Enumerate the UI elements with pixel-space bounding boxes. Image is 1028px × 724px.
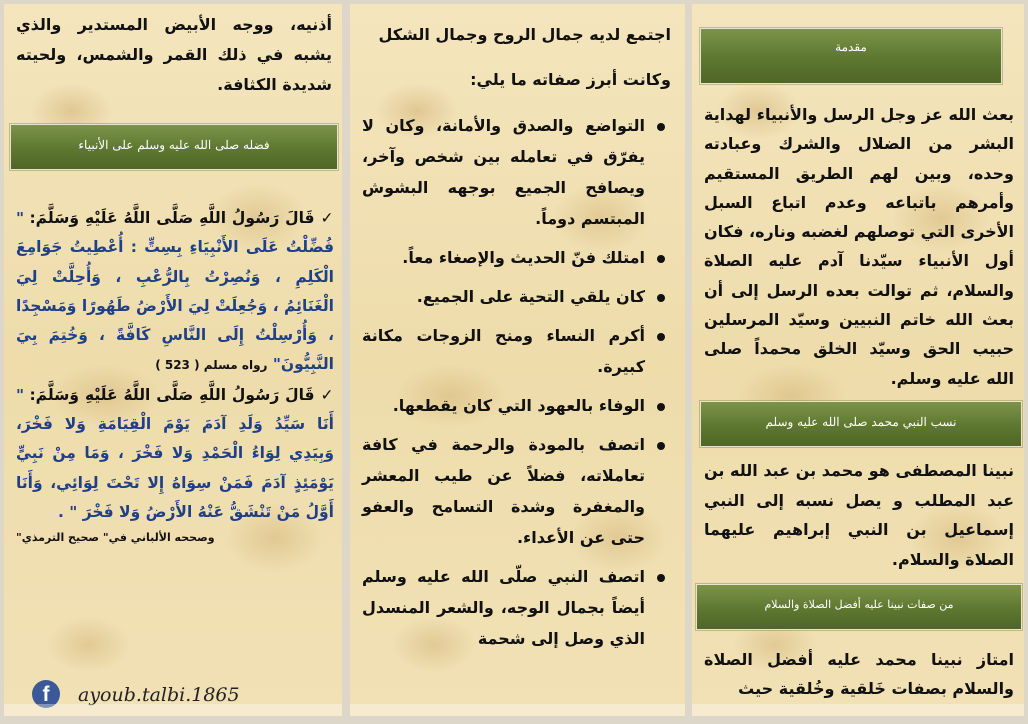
list-item: اتصف النبي صلّى الله عليه وسلم أيضاً بجمال الوجه، والشعر المنسدل الذي وصل إلى شحمة [362,561,671,654]
description-text: أذنيه، ووجه الأبيض المستدير والذي يشبه في ذلك القمر والشمس، ولحيته شديدة الكثافة. [16,15,332,94]
bullet-icon [657,403,665,411]
bottom-fold [4,704,342,716]
traits-list [362,110,671,654]
hadith-2-intro: قَالَ رَسُولُ اللَّهِ صَلَّى اللَّهُ عَلَيْهِ وَسَلَّمَ: [29,385,315,404]
hadith-2-source: وصححه الألباني في" صحيح الترمذي" [16,531,215,545]
traits-list-wrap [362,110,671,662]
list-item: أكرم النساء ومنح الزوجات مكانة كبيرة. [362,320,671,382]
lineage-text: نبينا المصطفى هو محمد بن عبد الله بن عبد المطلب و يصل نسبه إلى النبي إسماعيل بن النبي إبراهيم عليهما الصلاة والسلام. [704,461,1014,569]
right-panel [692,4,1024,716]
hadith-1 [16,204,334,381]
bullet-icon [657,333,665,341]
lineage-header: نسب النبي محمد صلى الله عليه وسلم [700,401,1022,447]
hadith-1-text: " فُضِّلْتُ عَلَى الأَنْبِيَاءِ بِسِتٍّ : أُعْطِيتُ جَوَامِعَ الْكَلِمِ ، وَنُصِرْتُ بِالرُّعْبِ ، وَأُحِلَّتْ لِيَ الْغَنَائِمُ ، وَجُعِلَتْ لِيَ الأَرْضُ طَهُورًا وَمَسْجِدًا ، وَأُرْسِلْتُ إِلَى النَّاسِ كَافَّةً ، وَخُتِمَ بِيَ النَّبِيُّونَ" [16,209,334,374]
list-item: امتلك فنّ الحديث والإصغاء معاً. [362,242,671,273]
hadith-1-source: رواه مسلم ( 523 ) [155,358,268,373]
list-item: التواضع والصدق والأمانة، وكان لا يفرّق في تعامله بين شخص وآخر، ويصافح الجميع بوجهه البشوش المبتسم دوماً. [362,110,671,234]
intro-text: بعث الله عز وجل الرسل والأنبياء لهداية البشر من الضلال والشرك وعبادته وحده، وبين لهم الطريق المستقيم وأمرهم باتباعه وعدم اتباع السبل الأخرى التي توصلهم لغضبه وناره، فكان أول الأنبياء سيّدنا آدم عليه الصلاة والسلام، ثم توالت بعده الرسل إلى أن بعث الله خاتم النبيين وسيّد المرسلين حبيب الحق وسيّد الخلق محمداً صلى الله عليه وسلم. [704,105,1014,388]
bullet-icon [657,123,665,131]
bottom-fold [692,704,1024,716]
hadith-2 [16,381,334,527]
bullet-icon [657,442,665,450]
bullet-icon [657,255,665,263]
hadith-2-text: " أَنَا سَيِّدُ وَلَدِ آدَمَ يَوْمَ الْقِيَامَةِ وَلا فَخْرَ، وَبِيَدِي لِوَاءُ الْحَمْدِ وَلا فَخْرَ ، وَمَا مِنْ نَبِيٍّ يَوْمَئِذٍ آدَمَ فَمَنْ سِوَاهُ إِلا تَحْتَ لِوَائِي، وَأَنَا أَوَّلُ مَنْ تَنْشَقُّ عَنْهُ الأَرْضُ وَلا فَخْرَ " . [16,385,334,521]
traits-text: امتاز نبينا محمد عليه أفضل الصلاة والسلام بصفات خَلقية وخُلقية حيث [704,650,1014,698]
facebook-icon[interactable]: f [32,680,60,708]
list-item: اتصف بالمودة والرحمة في كافة تعاملاته، فضلاً عن طيب المعشر والمغفرة وشدة التسامح والعفو حتى عن الأعداء. [362,429,671,553]
left-panel [4,4,342,716]
bullet-icon [657,294,665,302]
middle-panel [350,4,685,716]
list-item: كان يلقي التحية على الجميع. [362,281,671,312]
virtue-header: فضله صلى الله عليه وسلم على الأنبياء [10,124,338,170]
hadith-block [16,204,334,549]
checkmark-icon: ✓ [320,385,334,404]
intro-header: مقدمة [700,28,1002,84]
hadith-1-intro: قَالَ رَسُولُ اللَّهِ صَلَّى اللَّهُ عَلَيْهِ وَسَلَّمَ: [29,209,315,227]
traits-header: من صفات نبينا عليه أفضل الصلاة والسلام [696,584,1022,630]
traits-intro: اجتمع لديه جمال الروح وجمال الشكل وكانت أبرز صفاته ما يلي: [378,25,671,89]
checkmark-icon: ✓ [320,209,334,227]
list-item: الوفاء بالعهود التي كان يقطعها. [362,390,671,421]
facebook-username[interactable]: ayoub.talbi.1865 [78,684,240,706]
bottom-fold [350,704,685,716]
bullet-icon [657,574,665,582]
